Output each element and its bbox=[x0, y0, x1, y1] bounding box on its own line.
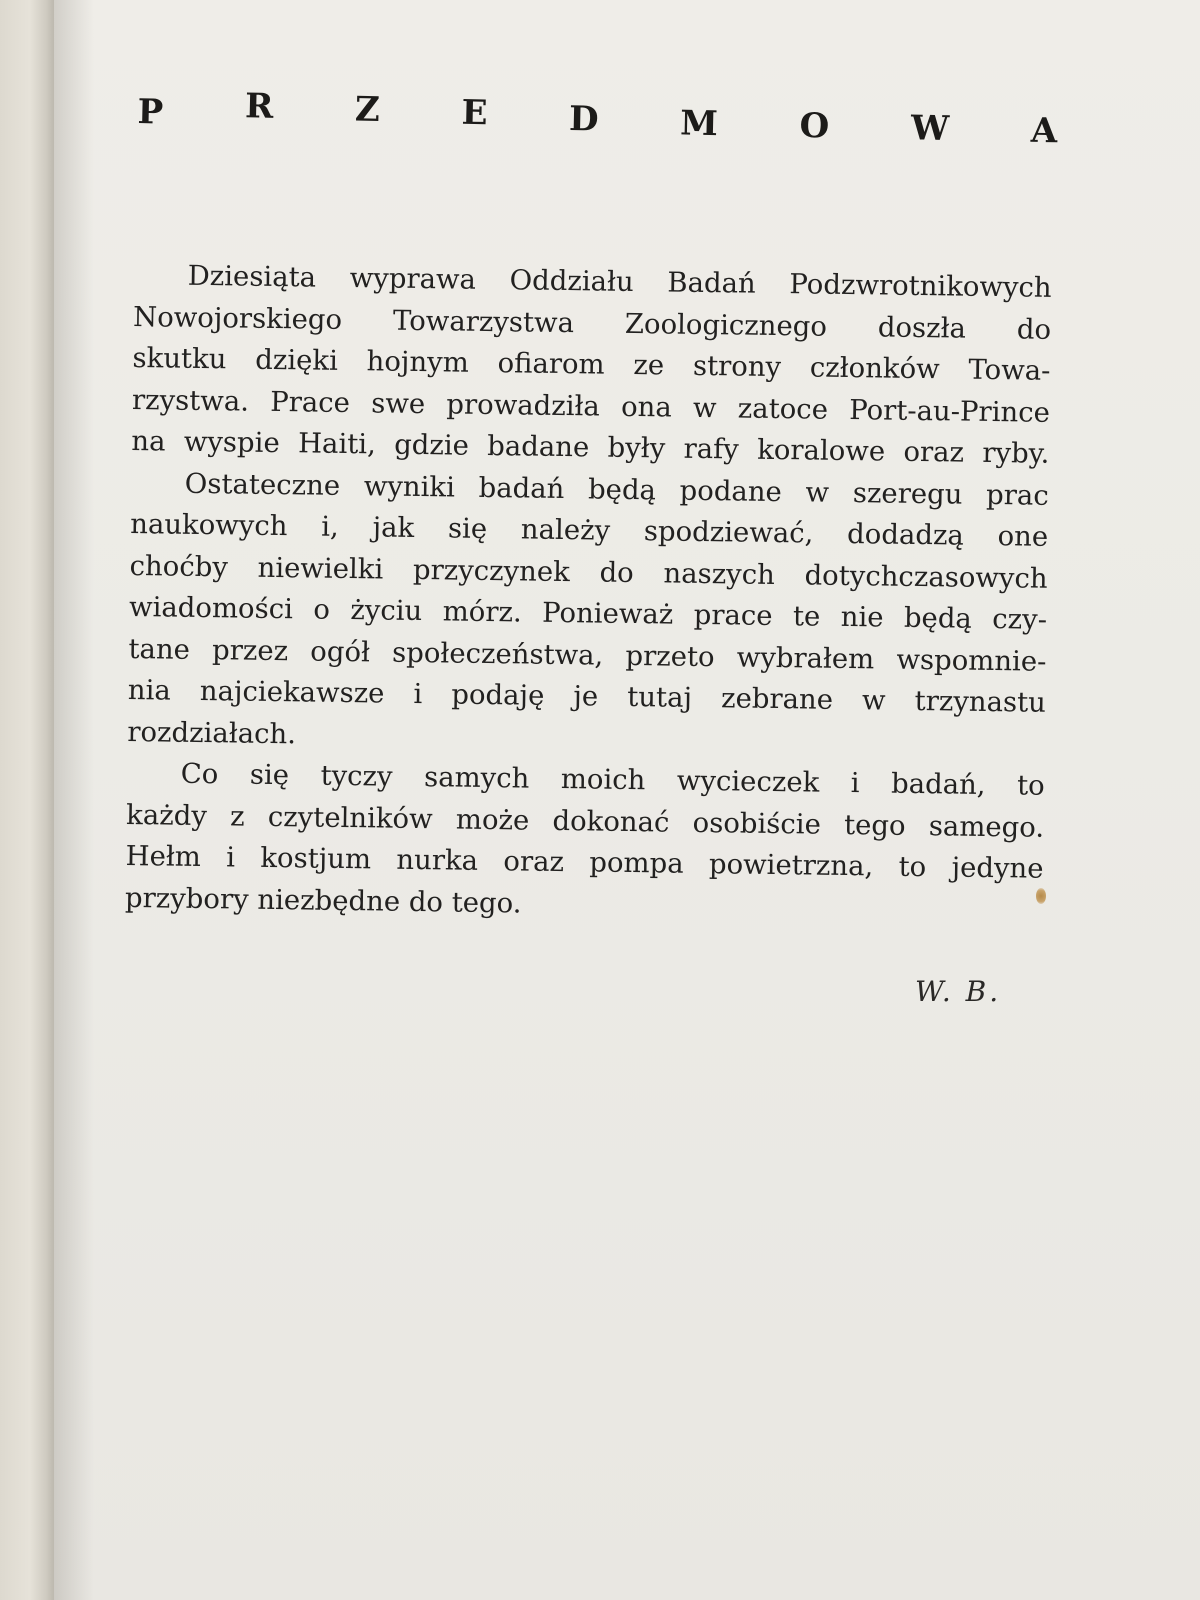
text-line: Ostateczne wyniki badań będą podane w szeregu prac bbox=[184, 467, 1049, 512]
preface-body bbox=[125, 255, 1052, 932]
title-letter: R bbox=[244, 86, 274, 127]
text-line: rzystwa. Prace swe prowadziła ona w zatoce Port-au-Prince bbox=[131, 383, 1051, 429]
text-line: Co się tyczy samych moich wycieczek i badań, to bbox=[180, 757, 1045, 802]
paragraph-1 bbox=[131, 255, 1052, 475]
paragraph-3 bbox=[125, 753, 1045, 932]
text-line: rozdziałach. bbox=[127, 715, 297, 750]
title-letter: M bbox=[679, 103, 719, 145]
text-line: Dziesiąta wyprawa Oddziału Badań Podzwrotnikowych bbox=[187, 259, 1052, 304]
page-binding-shadow bbox=[54, 0, 94, 1600]
text-line: wiadomości o życiu mórz. Ponieważ prace te nie będą czy- bbox=[128, 590, 1048, 636]
title-letter: W bbox=[910, 108, 950, 149]
title-letter: D bbox=[568, 99, 600, 140]
text-line: naukowych i, jak się należy spodziewać, dodadzą one bbox=[130, 507, 1049, 553]
paper-stain bbox=[1036, 888, 1046, 904]
text-line: choćby niewielki przyczynek do naszych dotychczasowych bbox=[129, 549, 1048, 595]
text-line: skutku dzięki hojnym ofiarom ze strony członków Towa- bbox=[132, 341, 1051, 387]
text-line: Hełm i kostjum nurka oraz pompa powietrzna, to jedyne bbox=[125, 839, 1044, 885]
title-letter: E bbox=[461, 92, 488, 134]
text-line: tane przez ogół społeczeństwa, przeto wybrałem wspomnie- bbox=[128, 632, 1047, 678]
title-letter: O bbox=[799, 105, 830, 147]
paragraph-2 bbox=[127, 462, 1049, 765]
text-line: Nowojorskiego Towarzystwa Zoologicznego doszła do bbox=[132, 300, 1052, 346]
text-line: nia najciekawsze i podaję je tutaj zebrane w trzynastu bbox=[127, 673, 1047, 719]
author-initials: W. B. bbox=[915, 975, 1002, 1008]
title-letter: A bbox=[1030, 110, 1058, 152]
text-line: przybory niezbędne do tego. bbox=[124, 881, 522, 919]
title-letter: Z bbox=[354, 89, 381, 131]
text-line: każdy z czytelników może dokonać osobiście tego samego. bbox=[125, 798, 1045, 844]
title-letter: P bbox=[137, 92, 164, 133]
text-line: na wyspie Haiti, gdzie badane były rafy koralowe oraz ryby. bbox=[131, 424, 1050, 470]
book-gutter bbox=[0, 0, 54, 1600]
